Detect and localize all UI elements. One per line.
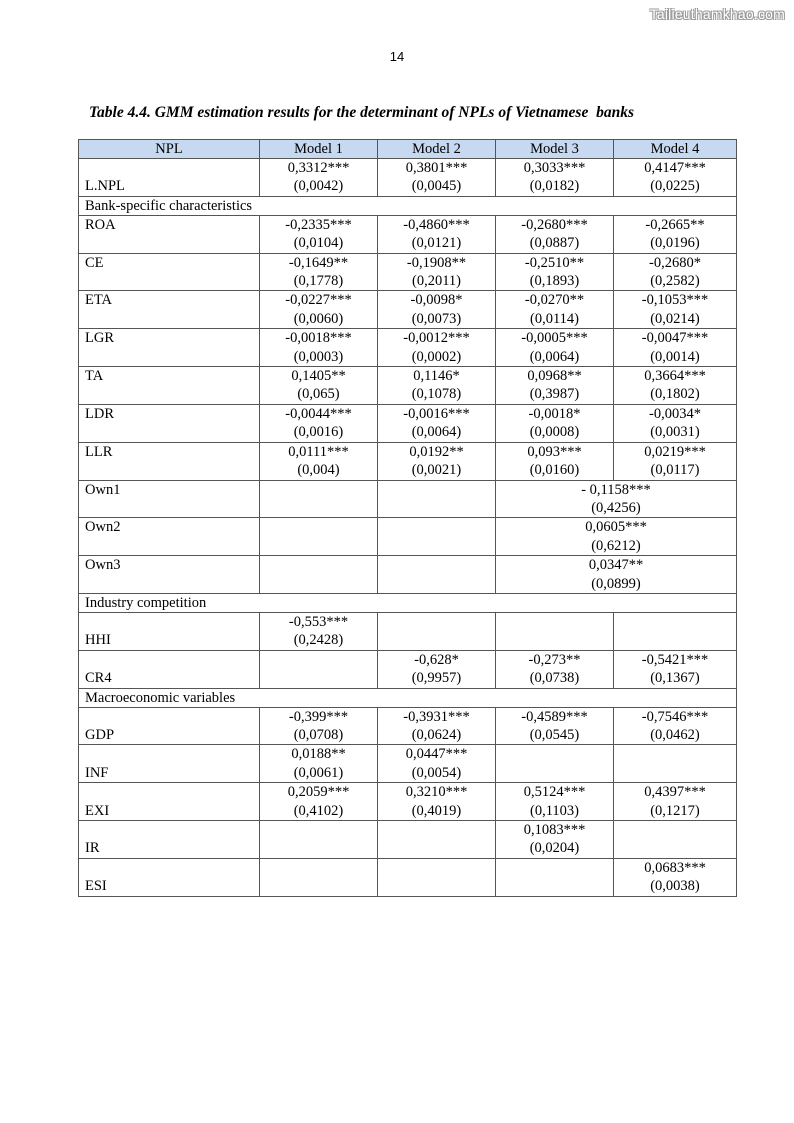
cell-m2 xyxy=(378,215,496,253)
cell-m3 xyxy=(496,745,614,783)
cell-m3 xyxy=(496,404,614,442)
coef: -0,2665** xyxy=(645,216,705,233)
cell-m3 xyxy=(496,442,614,480)
row-label: LDR xyxy=(79,404,260,442)
section-label: Macroeconomic variables xyxy=(79,688,737,707)
std-err: (0,0016) xyxy=(293,424,344,441)
row-roa xyxy=(79,215,737,253)
coef: -0,5421*** xyxy=(641,651,709,668)
std-err: (0,0114) xyxy=(530,310,579,327)
row-lnpl xyxy=(79,159,737,197)
row-exi xyxy=(79,783,737,821)
coef: -0,399*** xyxy=(288,708,349,725)
coef: 0,3033*** xyxy=(523,160,586,176)
cell-m1 xyxy=(260,518,378,556)
coef: 0,0968** xyxy=(527,368,582,385)
row-eta xyxy=(79,291,737,329)
cell-m1 xyxy=(260,442,378,480)
cell-m1 xyxy=(260,480,378,518)
header-model-3: Model 3 xyxy=(496,140,614,159)
coef: -0,2335*** xyxy=(285,216,352,233)
cell-m3-m4 xyxy=(496,556,737,594)
cell-m1 xyxy=(260,858,378,896)
std-err: (0,0054) xyxy=(411,764,462,781)
std-err: (0,0887) xyxy=(529,235,580,252)
std-err: (0,0462) xyxy=(650,726,700,743)
coef: -0,0044*** xyxy=(285,405,352,422)
coef: 0,0683*** xyxy=(644,859,706,876)
cell-m4 xyxy=(614,858,737,896)
std-err: (0,4019) xyxy=(411,802,462,819)
cell-m3 xyxy=(496,783,614,821)
coef: -0,0034* xyxy=(649,405,701,422)
coef: 0,0447*** xyxy=(405,746,468,763)
cell-m1 xyxy=(260,556,378,594)
row-label: ESI xyxy=(79,858,260,896)
row-inf xyxy=(79,745,737,783)
row-ta xyxy=(79,367,737,405)
std-err: (0,1078) xyxy=(411,386,462,403)
coef: 0,0111*** xyxy=(288,443,349,460)
cell-m4 xyxy=(614,253,737,291)
row-esi xyxy=(79,858,737,896)
cell-m1 xyxy=(260,253,378,291)
cell-m2 xyxy=(378,518,496,556)
std-err: (0,0073) xyxy=(411,310,462,327)
coef: -0,0018*** xyxy=(285,330,352,347)
std-err: (0,0042) xyxy=(293,178,344,195)
section-label: Industry competition xyxy=(79,593,737,612)
std-err: (0,2428) xyxy=(293,632,344,649)
cell-m1 xyxy=(260,707,378,745)
row-label: L.NPL xyxy=(79,159,260,197)
std-err: (0,0061) xyxy=(293,764,344,781)
row-label: Own1 xyxy=(79,480,260,518)
cell-m1 xyxy=(260,159,378,197)
row-label: CR4 xyxy=(79,650,260,688)
coef: -0,4589*** xyxy=(521,708,588,725)
std-err: (0,0060) xyxy=(293,310,344,327)
cell-m1 xyxy=(260,821,378,859)
std-err: (0,0117) xyxy=(650,462,700,479)
coef: -0,1649** xyxy=(288,254,349,271)
coef: 0,1146* xyxy=(413,368,460,385)
section-industry-competition xyxy=(79,593,737,612)
std-err: (0,0204) xyxy=(529,840,580,857)
cell-m2 xyxy=(378,291,496,329)
coef: 0,4147*** xyxy=(644,160,706,176)
cell-m3 xyxy=(496,612,614,650)
gmm-results-table xyxy=(78,139,737,897)
cell-m2 xyxy=(378,329,496,367)
cell-m4 xyxy=(614,650,737,688)
std-err: (0,0064) xyxy=(529,348,580,365)
std-err: (0,0738) xyxy=(529,670,580,687)
cell-m3 xyxy=(496,329,614,367)
coef: -0,1908** xyxy=(406,254,467,271)
cell-m1 xyxy=(260,329,378,367)
row-label: LGR xyxy=(79,329,260,367)
coef: 0,3312*** xyxy=(287,160,350,176)
std-err: (0,9957) xyxy=(411,670,462,687)
std-err: (0,0003) xyxy=(293,348,344,365)
coef: -0,553*** xyxy=(288,613,349,630)
coef: 0,1083*** xyxy=(523,822,586,838)
cell-m2 xyxy=(378,367,496,405)
std-err: (0,0038) xyxy=(650,878,700,895)
cell-m3 xyxy=(496,858,614,896)
coef: 0,3801*** xyxy=(405,160,468,176)
coef: -0,3931*** xyxy=(403,708,470,725)
row-label: ROA xyxy=(79,215,260,253)
row-ldr xyxy=(79,404,737,442)
std-err: (0,0899) xyxy=(591,575,641,592)
row-label: CE xyxy=(79,253,260,291)
std-err: (0,0031) xyxy=(650,424,700,441)
row-hhi xyxy=(79,612,737,650)
std-err: (0,0045) xyxy=(411,178,462,195)
cell-m1 xyxy=(260,404,378,442)
row-label: EXI xyxy=(79,783,260,821)
coef: 0,4397*** xyxy=(644,784,706,801)
watermark: Tailieuthamkhao.com xyxy=(649,6,785,22)
std-err: (0,004) xyxy=(297,462,340,479)
coef: -0,628* xyxy=(414,651,459,668)
std-err: (0,1778) xyxy=(293,273,344,290)
cell-m4 xyxy=(614,404,737,442)
std-err: (0,0002) xyxy=(411,348,462,365)
row-label: LLR xyxy=(79,442,260,480)
std-err: (0,3987) xyxy=(529,386,580,403)
cell-m4 xyxy=(614,612,737,650)
cell-m2 xyxy=(378,821,496,859)
coef: 0,0219*** xyxy=(644,443,706,460)
row-own3 xyxy=(79,556,737,594)
row-cr4 xyxy=(79,650,737,688)
cell-m1 xyxy=(260,745,378,783)
cell-m4 xyxy=(614,707,737,745)
std-err: (0,0196) xyxy=(650,235,700,252)
std-err: (0,0104) xyxy=(293,235,344,252)
coef: -0,7546*** xyxy=(641,708,709,725)
table-caption: Table 4.4. GMM estimation results for the determinant of NPLs of Vietnamese banks xyxy=(89,104,634,121)
cell-m2 xyxy=(378,404,496,442)
std-err: (0,4256) xyxy=(591,499,641,516)
cell-m3 xyxy=(496,253,614,291)
coef: -0,0005*** xyxy=(521,330,588,347)
header-model-2: Model 2 xyxy=(378,140,496,159)
row-own1 xyxy=(79,480,737,518)
coef: -0,0016*** xyxy=(403,405,470,422)
cell-m2 xyxy=(378,612,496,650)
cell-m3 xyxy=(496,215,614,253)
coef: 0,5124*** xyxy=(523,784,586,801)
coef: 0,2059*** xyxy=(287,784,350,801)
cell-m1 xyxy=(260,291,378,329)
row-label: GDP xyxy=(79,707,260,745)
section-macroeconomic xyxy=(79,688,737,707)
cell-m4 xyxy=(614,821,737,859)
std-err: (0,1367) xyxy=(650,670,700,687)
coef: 0,0192** xyxy=(409,443,464,460)
cell-m3 xyxy=(496,291,614,329)
std-err: (0,0708) xyxy=(293,726,344,743)
coef: - 0,1158*** xyxy=(581,481,651,498)
cell-m4 xyxy=(614,367,737,405)
row-label: TA xyxy=(79,367,260,405)
cell-m4 xyxy=(614,745,737,783)
std-err: (0,0021) xyxy=(411,462,462,479)
header-npl: NPL xyxy=(79,140,260,159)
coef: -0,0018* xyxy=(528,405,581,422)
cell-m4 xyxy=(614,329,737,367)
cell-m4 xyxy=(614,783,737,821)
cell-m3 xyxy=(496,159,614,197)
cell-m2 xyxy=(378,650,496,688)
cell-m2 xyxy=(378,480,496,518)
row-ce xyxy=(79,253,737,291)
std-err: (0,0014) xyxy=(650,348,700,365)
coef: 0,0605*** xyxy=(585,519,647,536)
std-err: (0,1893) xyxy=(529,273,580,290)
coef: -0,0047*** xyxy=(641,330,709,347)
page-number: 14 xyxy=(389,49,405,64)
coef: -0,2680*** xyxy=(521,216,588,233)
std-err: (0,0225) xyxy=(650,178,700,195)
cell-m2 xyxy=(378,442,496,480)
cell-m1 xyxy=(260,215,378,253)
cell-m4 xyxy=(614,442,737,480)
cell-m2 xyxy=(378,745,496,783)
std-err: (0,1802) xyxy=(650,386,700,403)
row-label: Own2 xyxy=(79,518,260,556)
coef: -0,0012*** xyxy=(403,330,470,347)
cell-m3-m4 xyxy=(496,518,737,556)
cell-m3 xyxy=(496,367,614,405)
coef: -0,0270** xyxy=(524,292,585,309)
cell-m4 xyxy=(614,291,737,329)
std-err: (0,0182) xyxy=(529,178,580,195)
cell-m2 xyxy=(378,858,496,896)
cell-m1 xyxy=(260,612,378,650)
coef: -0,273** xyxy=(528,651,581,668)
cell-m3 xyxy=(496,707,614,745)
cell-m3 xyxy=(496,650,614,688)
coef: 0,1405** xyxy=(291,368,346,385)
coef: -0,0227*** xyxy=(285,292,352,309)
std-err: (0,0624) xyxy=(411,726,462,743)
cell-m2 xyxy=(378,253,496,291)
header-model-4: Model 4 xyxy=(614,140,737,159)
cell-m3-m4 xyxy=(496,480,737,518)
std-err: (0,1217) xyxy=(650,802,700,819)
cell-m1 xyxy=(260,650,378,688)
cell-m1 xyxy=(260,367,378,405)
coef: 0,3664*** xyxy=(644,368,706,385)
cell-m4 xyxy=(614,159,737,197)
row-lgr xyxy=(79,329,737,367)
coef: 0,0347** xyxy=(588,557,644,574)
header-model-1: Model 1 xyxy=(260,140,378,159)
std-err: (0,0160) xyxy=(529,462,580,479)
std-err: (0,0545) xyxy=(529,726,580,743)
table-header-row xyxy=(79,140,737,159)
std-err: (0,2011) xyxy=(412,273,461,290)
std-err: (0,0214) xyxy=(650,310,700,327)
section-bank-specific xyxy=(79,196,737,215)
std-err: (0,4102) xyxy=(293,802,344,819)
coef: -0,4860*** xyxy=(403,216,470,233)
cell-m4 xyxy=(614,215,737,253)
row-label: INF xyxy=(79,745,260,783)
std-err: (0,065) xyxy=(297,386,340,403)
coef: 0,3210*** xyxy=(405,784,468,801)
cell-m2 xyxy=(378,783,496,821)
coef: -0,0098* xyxy=(410,292,463,309)
row-own2 xyxy=(79,518,737,556)
std-err: (0,0121) xyxy=(411,235,462,252)
row-llr xyxy=(79,442,737,480)
row-gdp xyxy=(79,707,737,745)
coef: -0,2510** xyxy=(524,254,585,271)
row-label: ETA xyxy=(79,291,260,329)
row-label: IR xyxy=(79,821,260,859)
coef: -0,1053*** xyxy=(641,292,709,309)
coef: 0,0188** xyxy=(291,746,346,763)
std-err: (0,0008) xyxy=(529,424,580,441)
std-err: (0,6212) xyxy=(591,537,641,554)
std-err: (0,1103) xyxy=(530,802,579,819)
cell-m2 xyxy=(378,707,496,745)
cell-m1 xyxy=(260,783,378,821)
std-err: (0,2582) xyxy=(650,273,700,290)
coef: 0,093*** xyxy=(527,443,582,460)
cell-m2 xyxy=(378,159,496,197)
row-label: Own3 xyxy=(79,556,260,594)
section-label: Bank-specific characteristics xyxy=(79,196,737,215)
cell-m2 xyxy=(378,556,496,594)
cell-m3 xyxy=(496,821,614,859)
std-err: (0,0064) xyxy=(411,424,462,441)
row-label: HHI xyxy=(79,612,260,650)
coef: -0,2680* xyxy=(649,254,701,271)
row-ir xyxy=(79,821,737,859)
